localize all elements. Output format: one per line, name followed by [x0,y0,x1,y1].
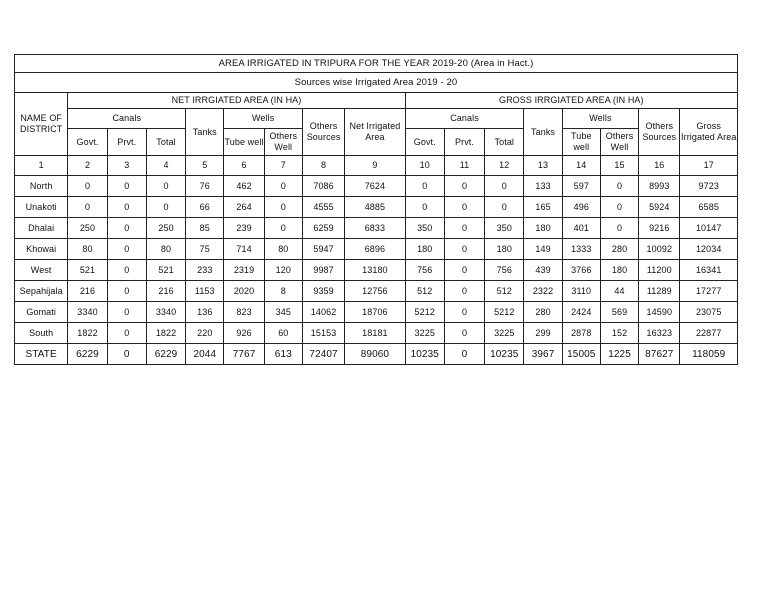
column-number-cell: 5 [186,156,224,176]
table-cell: 216 [68,281,107,302]
table-cell: 512 [485,281,524,302]
district-name-cell: Sepahijala [15,281,68,302]
table-cell: 280 [524,302,562,323]
state-total-row [15,344,738,365]
table-cell: 9723 [680,176,738,197]
table-cell: 80 [146,239,185,260]
table-cell: 136 [186,302,224,323]
table-cell: 149 [524,239,562,260]
table-cell: 14590 [639,302,680,323]
net-irrigated-group-header: NET IRRGIATED AREA (IN HA) [68,93,405,109]
table-row [15,239,738,260]
column-number-cell: 10 [405,156,444,176]
table-cell: 13180 [345,260,405,281]
column-number-cell: 3 [107,156,146,176]
table-cell: 0 [264,197,302,218]
column-number-cell: 13 [524,156,562,176]
table-cell: 3340 [146,302,185,323]
column-number-cell: 17 [680,156,738,176]
table-cell: 0 [485,197,524,218]
state-total-cell: 2044 [186,344,224,365]
state-total-cell: 72407 [302,344,344,365]
table-cell: 0 [68,197,107,218]
table-cell: 22877 [680,323,738,344]
table-cell: 180 [600,260,638,281]
table-cell: 250 [68,218,107,239]
table-cell: 80 [68,239,107,260]
table-cell: 6585 [680,197,738,218]
column-number-cell: 11 [444,156,484,176]
table-row [15,281,738,302]
table-cell: 0 [264,218,302,239]
district-name-cell: North [15,176,68,197]
table-cell: 0 [600,218,638,239]
table-cell: 0 [107,176,146,197]
table-cell: 0 [444,197,484,218]
table-cell: 462 [224,176,264,197]
table-row [15,218,738,239]
table-cell: 10092 [639,239,680,260]
state-total-cell: 6229 [68,344,107,365]
table-cell: 350 [485,218,524,239]
table-cell: 280 [600,239,638,260]
state-total-cell: 613 [264,344,302,365]
table-cell: 597 [562,176,600,197]
table-cell: 4885 [345,197,405,218]
irrigation-table [14,54,738,365]
table-cell: 14062 [302,302,344,323]
table-cell: 250 [146,218,185,239]
table-cell: 345 [264,302,302,323]
table-cell: 120 [264,260,302,281]
table-cell: 16341 [680,260,738,281]
state-total-cell: 0 [107,344,146,365]
table-cell: 0 [405,197,444,218]
table-cell: 66 [186,197,224,218]
table-cell: 9987 [302,260,344,281]
column-number-cell: 2 [68,156,107,176]
table-cell: 23075 [680,302,738,323]
state-total-cell: 0 [444,344,484,365]
gross-irrigated-group-header: GROSS IRRGIATED AREA (IN HA) [405,93,737,109]
column-number-cell: 9 [345,156,405,176]
table-cell: 0 [107,197,146,218]
table-cell: 8 [264,281,302,302]
net-others-well-header: Others Well [264,129,302,156]
table-cell: 216 [146,281,185,302]
table-cell: 0 [444,323,484,344]
table-cell: 152 [600,323,638,344]
table-cell: 0 [444,176,484,197]
district-name-cell: Unakoti [15,197,68,218]
table-cell: 0 [444,239,484,260]
table-cell: 2322 [524,281,562,302]
column-number-row [15,156,738,176]
table-cell: 6833 [345,218,405,239]
district-name-cell: Dhalai [15,218,68,239]
table-cell: 2878 [562,323,600,344]
state-total-cell: 1225 [600,344,638,365]
table-cell: 0 [107,281,146,302]
state-total-cell: 10235 [485,344,524,365]
table-cell: 2319 [224,260,264,281]
gross-irrigated-area-header: Gross Irrigated Area [680,109,738,156]
name-of-district-header: NAME OF DISTRICT [15,93,68,156]
district-name-cell: Gomati [15,302,68,323]
table-cell: 299 [524,323,562,344]
gross-others-sources-header: Others Sources [639,109,680,156]
state-total-cell: 6229 [146,344,185,365]
table-cell: 496 [562,197,600,218]
table-cell: 2424 [562,302,600,323]
table-cell: 6896 [345,239,405,260]
table-cell: 180 [485,239,524,260]
table-cell: 350 [405,218,444,239]
table-row [15,302,738,323]
table-cell: 756 [485,260,524,281]
table-cell: 0 [264,176,302,197]
net-canals-header: Canals [68,109,186,129]
district-name-cell: West [15,260,68,281]
table-cell: 439 [524,260,562,281]
net-irrigated-area-header: Net Irrigated Area [345,109,405,156]
gross-canals-header: Canals [405,109,524,129]
table-row [15,197,738,218]
table-cell: 9216 [639,218,680,239]
table-cell: 3225 [405,323,444,344]
table-cell: 180 [405,239,444,260]
table-cell: 9359 [302,281,344,302]
gross-total-header: Total [485,129,524,156]
table-cell: 3225 [485,323,524,344]
table-cell: 3110 [562,281,600,302]
table-cell: 239 [224,218,264,239]
table-cell: 85 [186,218,224,239]
column-number-cell: 8 [302,156,344,176]
table-cell: 0 [107,239,146,260]
table-title: AREA IRRIGATED IN TRIPURA FOR THE YEAR 2019-20 (Area in Hact.) [15,55,738,73]
table-cell: 1153 [186,281,224,302]
table-body [15,176,738,365]
table-cell: 2020 [224,281,264,302]
state-total-cell: 7767 [224,344,264,365]
gross-govt-header: Govt. [405,129,444,156]
table-cell: 4555 [302,197,344,218]
net-tanks-header: Tanks [186,109,224,156]
table-cell: 0 [600,197,638,218]
table-cell: 0 [107,323,146,344]
table-cell: 180 [524,218,562,239]
table-cell: 569 [600,302,638,323]
table-cell: 0 [444,260,484,281]
column-number-cell: 14 [562,156,600,176]
state-total-cell: 118059 [680,344,738,365]
table-cell: 18181 [345,323,405,344]
table-cell: 80 [264,239,302,260]
net-wells-header: Wells [224,109,303,129]
gross-others-well-header: Others Well [600,129,638,156]
table-cell: 75 [186,239,224,260]
table-cell: 401 [562,218,600,239]
table-cell: 18706 [345,302,405,323]
table-cell: 11289 [639,281,680,302]
table-cell: 0 [600,176,638,197]
table-cell: 5212 [485,302,524,323]
table-cell: 6259 [302,218,344,239]
gross-tube-well-header: Tube well [562,129,600,156]
state-label-cell: STATE [15,344,68,365]
table-cell: 220 [186,323,224,344]
table-cell: 926 [224,323,264,344]
table-cell: 0 [68,176,107,197]
table-cell: 0 [146,176,185,197]
table-cell: 1333 [562,239,600,260]
state-total-cell: 87627 [639,344,680,365]
net-others-sources-header: Others Sources [302,109,344,156]
table-cell: 0 [485,176,524,197]
table-cell: 5924 [639,197,680,218]
column-number-cell: 15 [600,156,638,176]
table-cell: 5212 [405,302,444,323]
table-cell: 233 [186,260,224,281]
district-name-cell: South [15,323,68,344]
table-cell: 11200 [639,260,680,281]
table-cell: 15153 [302,323,344,344]
irrigation-table-sheet [14,54,738,365]
table-cell: 521 [68,260,107,281]
table-cell: 17277 [680,281,738,302]
table-cell: 0 [107,260,146,281]
table-subtitle: Sources wise Irrigated Area 2019 - 20 [15,73,738,93]
state-total-cell: 3967 [524,344,562,365]
table-cell: 165 [524,197,562,218]
table-cell: 521 [146,260,185,281]
table-cell: 714 [224,239,264,260]
net-govt-header: Govt. [68,129,107,156]
column-number-cell: 7 [264,156,302,176]
table-row [15,176,738,197]
table-cell: 76 [186,176,224,197]
table-cell: 3766 [562,260,600,281]
table-cell: 3340 [68,302,107,323]
gross-tanks-header: Tanks [524,109,562,156]
table-cell: 0 [444,218,484,239]
table-cell: 0 [107,218,146,239]
state-total-cell: 15005 [562,344,600,365]
table-cell: 512 [405,281,444,302]
net-total-header: Total [146,129,185,156]
district-name-cell: Khowai [15,239,68,260]
state-total-cell: 89060 [345,344,405,365]
table-cell: 7624 [345,176,405,197]
table-cell: 0 [107,302,146,323]
table-cell: 264 [224,197,264,218]
table-cell: 0 [146,197,185,218]
table-cell: 8993 [639,176,680,197]
table-cell: 10147 [680,218,738,239]
table-cell: 756 [405,260,444,281]
table-cell: 12756 [345,281,405,302]
column-number-cell: 6 [224,156,264,176]
column-number-cell: 4 [146,156,185,176]
column-number-cell: 1 [15,156,68,176]
table-cell: 1822 [68,323,107,344]
state-total-cell: 10235 [405,344,444,365]
table-row [15,260,738,281]
column-number-cell: 16 [639,156,680,176]
table-cell: 0 [444,281,484,302]
gross-prvt-header: Prvt. [444,129,484,156]
table-cell: 133 [524,176,562,197]
net-prvt-header: Prvt. [107,129,146,156]
table-cell: 44 [600,281,638,302]
table-cell: 1822 [146,323,185,344]
table-cell: 7086 [302,176,344,197]
net-tube-well-header: Tube well [224,129,264,156]
table-cell: 0 [405,176,444,197]
column-number-cell: 12 [485,156,524,176]
table-cell: 12034 [680,239,738,260]
table-cell: 5947 [302,239,344,260]
table-row [15,323,738,344]
gross-wells-header: Wells [562,109,639,129]
table-cell: 60 [264,323,302,344]
table-cell: 16323 [639,323,680,344]
table-cell: 823 [224,302,264,323]
table-cell: 0 [444,302,484,323]
